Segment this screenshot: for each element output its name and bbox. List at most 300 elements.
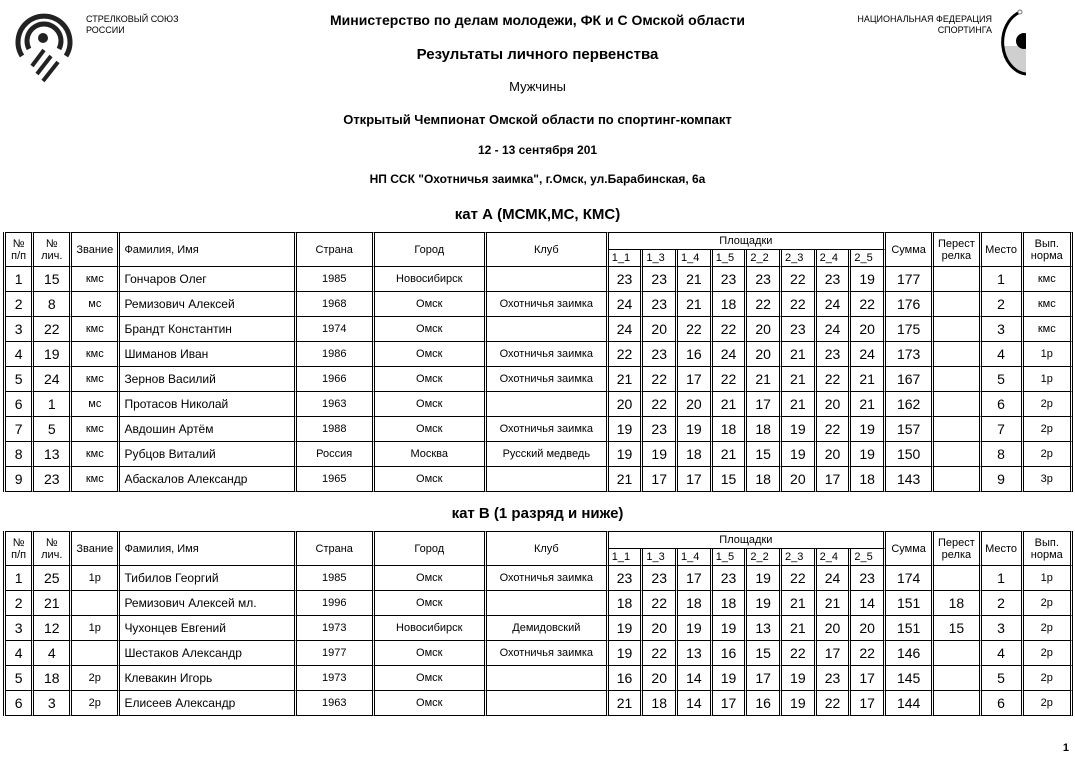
cell-shootoff: 15 xyxy=(934,616,981,641)
table-row xyxy=(6,267,1073,292)
col-header-station: 2_5 xyxy=(851,549,886,566)
cell-station-score: 23 xyxy=(643,417,678,442)
col-header-station: 1_1 xyxy=(609,549,644,566)
col-header-bib: № лич. xyxy=(34,232,72,267)
cell-name: Гончаров Олег xyxy=(120,267,296,292)
cell-name: Тибилов Георгий xyxy=(120,566,296,591)
cell-station-score: 18 xyxy=(747,467,782,492)
cell-bib: 22 xyxy=(34,317,72,342)
table-row xyxy=(6,392,1073,417)
cell-place: 6 xyxy=(982,392,1024,417)
table-row xyxy=(6,342,1073,367)
cell-station-score: 18 xyxy=(713,591,748,616)
cell-station-score: 20 xyxy=(747,317,782,342)
cell-shootoff xyxy=(934,666,981,691)
cell-station-score: 23 xyxy=(643,267,678,292)
cell-shootoff xyxy=(934,417,981,442)
cell-place: 2 xyxy=(982,292,1024,317)
cell-station-score: 18 xyxy=(643,691,678,716)
cell-station-score: 23 xyxy=(609,566,644,591)
cell-place: 1 xyxy=(982,267,1024,292)
org-name-left-line2: РОССИИ xyxy=(86,25,125,35)
cell-station-score: 21 xyxy=(851,392,886,417)
cell-club xyxy=(487,591,609,616)
cell-station-score: 19 xyxy=(747,591,782,616)
col-header-bib: № лич. xyxy=(34,531,72,566)
category-b-results-table xyxy=(3,531,1073,716)
cell-bib: 12 xyxy=(34,616,72,641)
cell-city: Омск xyxy=(375,666,487,691)
cell-station-score: 24 xyxy=(817,317,852,342)
col-header-name: Фамилия, Имя xyxy=(120,232,296,267)
cell-name: Ремизович Алексей мл. xyxy=(120,591,296,616)
cell-rank: кмс xyxy=(72,467,120,492)
cell-station-score: 22 xyxy=(851,641,886,666)
col-header-norm: Вып. норма xyxy=(1024,232,1073,267)
cell-station-score: 24 xyxy=(851,342,886,367)
cell-station-score: 19 xyxy=(851,442,886,467)
cell-country: Россия xyxy=(297,442,375,467)
cell-norm: 2р xyxy=(1024,616,1073,641)
cell-place: 8 xyxy=(982,442,1024,467)
cell-station-score: 18 xyxy=(678,591,713,616)
event-dates: 12 - 13 сентября 201 xyxy=(477,143,598,157)
cell-station-score: 21 xyxy=(609,467,644,492)
cell-sum: 173 xyxy=(886,342,934,367)
col-header-rank: Звание xyxy=(72,531,120,566)
cell-station-score: 20 xyxy=(851,616,886,641)
cell-station-score: 22 xyxy=(747,292,782,317)
cell-sum: 146 xyxy=(886,641,934,666)
table-row xyxy=(6,467,1073,492)
cell-city: Омск xyxy=(375,292,487,317)
cell-country: 1963 xyxy=(297,392,375,417)
cell-norm: 2р xyxy=(1024,417,1073,442)
cell-num: 6 xyxy=(6,392,34,417)
cell-sum: 162 xyxy=(886,392,934,417)
cell-place: 4 xyxy=(982,641,1024,666)
cell-station-score: 17 xyxy=(643,467,678,492)
cell-city: Омск xyxy=(375,417,487,442)
cell-station-score: 22 xyxy=(609,342,644,367)
cell-sum: 167 xyxy=(886,367,934,392)
cell-station-score: 16 xyxy=(747,691,782,716)
cell-station-score: 21 xyxy=(782,367,817,392)
cell-sum: 177 xyxy=(886,267,934,292)
cell-norm: кмс xyxy=(1024,292,1073,317)
col-header-place: Место xyxy=(982,232,1024,267)
cell-num: 3 xyxy=(6,317,34,342)
cell-city: Новосибирск xyxy=(375,267,487,292)
cell-station-score: 15 xyxy=(747,442,782,467)
cell-city: Омск xyxy=(375,367,487,392)
cell-sum: 157 xyxy=(886,417,934,442)
cell-sum: 174 xyxy=(886,566,934,591)
cell-station-score: 22 xyxy=(782,566,817,591)
cell-club xyxy=(487,267,609,292)
cell-station-score: 24 xyxy=(609,317,644,342)
cell-norm: 2р xyxy=(1024,442,1073,467)
cell-num: 1 xyxy=(6,566,34,591)
cell-station-score: 19 xyxy=(851,417,886,442)
cell-name: Шестаков Александр xyxy=(120,641,296,666)
cell-station-score: 22 xyxy=(851,292,886,317)
cell-city: Омск xyxy=(375,467,487,492)
col-header-city: Город xyxy=(375,232,487,267)
cell-sum: 151 xyxy=(886,616,934,641)
cell-station-score: 20 xyxy=(678,392,713,417)
col-header-station: 1_5 xyxy=(713,549,748,566)
cell-country: 1986 xyxy=(297,342,375,367)
cell-rank: кмс xyxy=(72,317,120,342)
cell-name: Чухонцев Евгений xyxy=(120,616,296,641)
col-header-station: 1_3 xyxy=(643,549,678,566)
col-header-num: № п/п xyxy=(6,531,34,566)
cell-country: 1988 xyxy=(297,417,375,442)
gender-label: Мужчины xyxy=(509,79,566,94)
cell-norm: 1р xyxy=(1024,367,1073,392)
col-header-station: 1_5 xyxy=(713,250,748,267)
cell-station-score: 19 xyxy=(609,442,644,467)
cell-norm: 2р xyxy=(1024,392,1073,417)
cell-norm: кмс xyxy=(1024,317,1073,342)
cell-rank: кмс xyxy=(72,417,120,442)
cell-bib: 19 xyxy=(34,342,72,367)
col-header-club: Клуб xyxy=(487,531,609,566)
cell-num: 3 xyxy=(6,616,34,641)
cell-city: Новосибирск xyxy=(375,616,487,641)
cell-station-score: 22 xyxy=(817,417,852,442)
cell-rank xyxy=(72,641,120,666)
event-venue: НП ССК "Охотничья заимка", г.Омск, ул.Барабинская, 6а xyxy=(369,172,706,186)
cell-station-score: 22 xyxy=(713,367,748,392)
table-row xyxy=(6,566,1073,591)
cell-station-score: 17 xyxy=(817,467,852,492)
col-header-station: 1_3 xyxy=(643,250,678,267)
col-header-station: 2_2 xyxy=(747,250,782,267)
cell-city: Омск xyxy=(375,342,487,367)
table-row xyxy=(6,367,1073,392)
cell-station-score: 17 xyxy=(678,566,713,591)
cell-name: Авдошин Артём xyxy=(120,417,296,442)
cell-station-score: 19 xyxy=(782,691,817,716)
cell-country: 1963 xyxy=(297,691,375,716)
col-header-country: Страна xyxy=(297,232,375,267)
cell-norm: 1р xyxy=(1024,566,1073,591)
col-header-sum: Сумма xyxy=(886,531,934,566)
cell-station-score: 23 xyxy=(747,267,782,292)
cell-bib: 4 xyxy=(34,641,72,666)
cell-name: Ремизович Алексей xyxy=(120,292,296,317)
cell-station-score: 19 xyxy=(678,616,713,641)
cell-place: 4 xyxy=(982,342,1024,367)
cell-name: Зернов Василий xyxy=(120,367,296,392)
col-header-rank: Звание xyxy=(72,232,120,267)
col-header-name: Фамилия, Имя xyxy=(120,531,296,566)
cell-station-score: 21 xyxy=(782,342,817,367)
cell-shootoff xyxy=(934,641,981,666)
table-row xyxy=(6,691,1073,716)
cell-country: 1974 xyxy=(297,317,375,342)
event-title: Открытый Чемпионат Омской области по спортинг-компакт xyxy=(343,112,732,127)
cell-station-score: 22 xyxy=(817,691,852,716)
cell-club: Демидовский xyxy=(487,616,609,641)
cell-norm: 3р xyxy=(1024,467,1073,492)
table-row xyxy=(6,616,1073,641)
col-header-shootoff: Перест релка xyxy=(934,232,981,267)
col-header-station: 1_4 xyxy=(678,549,713,566)
org-name-right-line1: НАЦИОНАЛЬНАЯ ФЕДЕРАЦИЯ xyxy=(857,14,992,24)
cell-station-score: 14 xyxy=(678,666,713,691)
cell-rank: кмс xyxy=(72,267,120,292)
cell-station-score: 21 xyxy=(609,367,644,392)
cell-bib: 18 xyxy=(34,666,72,691)
cell-station-score: 21 xyxy=(713,392,748,417)
cell-station-score: 22 xyxy=(782,292,817,317)
cell-city: Омск xyxy=(375,691,487,716)
cell-station-score: 21 xyxy=(713,442,748,467)
cell-name: Брандт Константин xyxy=(120,317,296,342)
cell-station-score: 18 xyxy=(713,417,748,442)
cell-station-score: 19 xyxy=(782,666,817,691)
cell-shootoff xyxy=(934,691,981,716)
cell-station-score: 22 xyxy=(678,317,713,342)
cell-station-score: 22 xyxy=(713,317,748,342)
cell-city: Омск xyxy=(375,641,487,666)
category-b-title: кат В (1 разряд и ниже) xyxy=(451,505,624,522)
cell-sum: 151 xyxy=(886,591,934,616)
cell-station-score: 23 xyxy=(817,666,852,691)
table-row xyxy=(6,666,1073,691)
cell-name: Протасов Николай xyxy=(120,392,296,417)
cell-bib: 3 xyxy=(34,691,72,716)
cell-bib: 5 xyxy=(34,417,72,442)
cell-rank: мс xyxy=(72,392,120,417)
cell-station-score: 17 xyxy=(678,467,713,492)
col-header-city: Город xyxy=(375,531,487,566)
cell-station-score: 15 xyxy=(747,641,782,666)
cell-place: 6 xyxy=(982,691,1024,716)
cell-station-score: 20 xyxy=(643,317,678,342)
cell-station-score: 23 xyxy=(713,267,748,292)
cell-rank: кмс xyxy=(72,342,120,367)
cell-station-score: 19 xyxy=(713,616,748,641)
col-header-station: 2_3 xyxy=(782,549,817,566)
cell-station-score: 18 xyxy=(609,591,644,616)
cell-shootoff xyxy=(934,292,981,317)
cell-station-score: 19 xyxy=(609,616,644,641)
cell-station-score: 22 xyxy=(643,591,678,616)
cell-station-score: 18 xyxy=(851,467,886,492)
cell-num: 5 xyxy=(6,367,34,392)
cell-station-score: 21 xyxy=(782,616,817,641)
cell-rank: 2р xyxy=(72,666,120,691)
col-header-station: 1_4 xyxy=(678,250,713,267)
cell-rank: кмс xyxy=(72,367,120,392)
org-name-left-line1: СТРЕЛКОВЫЙ СОЮЗ xyxy=(86,14,179,24)
cell-station-score: 18 xyxy=(678,442,713,467)
cell-station-score: 19 xyxy=(782,417,817,442)
cell-shootoff xyxy=(934,392,981,417)
cell-city: Омск xyxy=(375,566,487,591)
cell-bib: 13 xyxy=(34,442,72,467)
cell-country: 1966 xyxy=(297,367,375,392)
cell-station-score: 16 xyxy=(609,666,644,691)
col-header-station: 2_5 xyxy=(851,250,886,267)
cell-country: 1968 xyxy=(297,292,375,317)
cell-club: Охотничья заимка xyxy=(487,641,609,666)
col-header-station: 2_3 xyxy=(782,250,817,267)
cell-rank xyxy=(72,591,120,616)
cell-place: 9 xyxy=(982,467,1024,492)
cell-club xyxy=(487,317,609,342)
cell-rank: 2р xyxy=(72,691,120,716)
cell-club: Охотничья заимка xyxy=(487,342,609,367)
cell-station-score: 21 xyxy=(678,292,713,317)
cell-club xyxy=(487,392,609,417)
cell-club: Охотничья заимка xyxy=(487,292,609,317)
cell-bib: 15 xyxy=(34,267,72,292)
cell-sum: 176 xyxy=(886,292,934,317)
cell-country: 1977 xyxy=(297,641,375,666)
org-name-right-line2: СПОРТИНГА xyxy=(937,25,992,35)
cell-station-score: 23 xyxy=(782,317,817,342)
cell-num: 4 xyxy=(6,342,34,367)
cell-station-score: 17 xyxy=(817,641,852,666)
cell-club: Охотничья заимка xyxy=(487,566,609,591)
cell-name: Рубцов Виталий xyxy=(120,442,296,467)
cell-station-score: 13 xyxy=(678,641,713,666)
cell-station-score: 20 xyxy=(747,342,782,367)
cell-name: Клевакин Игорь xyxy=(120,666,296,691)
report-title: Результаты личного первенства xyxy=(416,46,659,63)
cell-station-score: 19 xyxy=(747,566,782,591)
cell-station-score: 18 xyxy=(713,292,748,317)
cell-station-score: 17 xyxy=(747,392,782,417)
cell-shootoff xyxy=(934,367,981,392)
col-header-num: № п/п xyxy=(6,232,34,267)
cell-city: Омск xyxy=(375,591,487,616)
cell-station-score: 22 xyxy=(643,367,678,392)
page-number: 1 xyxy=(1062,742,1069,754)
col-header-shootoff: Перест релка xyxy=(934,531,981,566)
cell-city: Омск xyxy=(375,392,487,417)
cell-station-score: 20 xyxy=(782,467,817,492)
cell-station-score: 20 xyxy=(643,666,678,691)
cell-station-score: 21 xyxy=(817,591,852,616)
cell-place: 5 xyxy=(982,666,1024,691)
cell-station-score: 19 xyxy=(643,442,678,467)
cell-club: Охотничья заимка xyxy=(487,417,609,442)
cell-city: Омск xyxy=(375,317,487,342)
cell-name: Шиманов Иван xyxy=(120,342,296,367)
cell-country: 1973 xyxy=(297,616,375,641)
col-header-sum: Сумма xyxy=(886,232,934,267)
cell-place: 7 xyxy=(982,417,1024,442)
cell-station-score: 22 xyxy=(817,367,852,392)
cell-station-score: 16 xyxy=(678,342,713,367)
col-header-station: 2_2 xyxy=(747,549,782,566)
cell-station-score: 19 xyxy=(782,442,817,467)
cell-norm: 2р xyxy=(1024,666,1073,691)
cell-shootoff xyxy=(934,317,981,342)
cell-norm: 2р xyxy=(1024,591,1073,616)
cell-sum: 143 xyxy=(886,467,934,492)
col-header-station: 2_4 xyxy=(817,549,852,566)
cell-station-score: 22 xyxy=(782,267,817,292)
cell-num: 6 xyxy=(6,691,34,716)
col-header-norm: Вып. норма xyxy=(1024,531,1073,566)
cell-station-score: 17 xyxy=(678,367,713,392)
cell-station-score: 23 xyxy=(609,267,644,292)
cell-sum: 144 xyxy=(886,691,934,716)
cell-shootoff xyxy=(934,342,981,367)
cell-bib: 23 xyxy=(34,467,72,492)
cell-sum: 150 xyxy=(886,442,934,467)
cell-num: 4 xyxy=(6,641,34,666)
cell-num: 5 xyxy=(6,666,34,691)
cell-norm: кмс xyxy=(1024,267,1073,292)
cell-station-score: 21 xyxy=(782,591,817,616)
cell-station-score: 23 xyxy=(643,342,678,367)
cell-shootoff xyxy=(934,467,981,492)
cell-station-score: 14 xyxy=(678,691,713,716)
col-header-place: Место xyxy=(982,531,1024,566)
cell-station-score: 18 xyxy=(747,417,782,442)
cell-norm: 2р xyxy=(1024,691,1073,716)
cell-sum: 145 xyxy=(886,666,934,691)
cell-station-score: 23 xyxy=(713,566,748,591)
cell-station-score: 21 xyxy=(782,392,817,417)
cell-station-score: 20 xyxy=(643,616,678,641)
cell-station-score: 19 xyxy=(713,666,748,691)
cell-rank: 1р xyxy=(72,566,120,591)
cell-shootoff xyxy=(934,442,981,467)
cell-country: 1985 xyxy=(297,566,375,591)
cell-club xyxy=(487,666,609,691)
col-header-club: Клуб xyxy=(487,232,609,267)
table-row xyxy=(6,417,1073,442)
category-a-results-table xyxy=(3,232,1073,492)
cell-station-score: 21 xyxy=(747,367,782,392)
cell-station-score: 23 xyxy=(851,566,886,591)
cell-station-score: 14 xyxy=(851,591,886,616)
cell-station-score: 17 xyxy=(851,666,886,691)
cell-station-score: 20 xyxy=(817,392,852,417)
cell-bib: 24 xyxy=(34,367,72,392)
cell-station-score: 15 xyxy=(713,467,748,492)
cell-num: 2 xyxy=(6,292,34,317)
cell-station-score: 17 xyxy=(713,691,748,716)
cell-station-score: 21 xyxy=(678,267,713,292)
cell-country: 1985 xyxy=(297,267,375,292)
col-header-stations: Площадки xyxy=(609,531,886,549)
ministry-title: Министерство по делам молодежи, ФК и С Омской области xyxy=(330,12,745,28)
col-header-country: Страна xyxy=(297,531,375,566)
col-header-station: 1_1 xyxy=(609,250,644,267)
table-row xyxy=(6,442,1073,467)
cell-station-score: 19 xyxy=(609,641,644,666)
cell-station-score: 20 xyxy=(817,616,852,641)
cell-country: 1965 xyxy=(297,467,375,492)
cell-station-score: 20 xyxy=(609,392,644,417)
cell-club xyxy=(487,467,609,492)
cell-station-score: 19 xyxy=(678,417,713,442)
cell-station-score: 24 xyxy=(609,292,644,317)
cell-num: 9 xyxy=(6,467,34,492)
cell-place: 2 xyxy=(982,591,1024,616)
cell-station-score: 17 xyxy=(747,666,782,691)
